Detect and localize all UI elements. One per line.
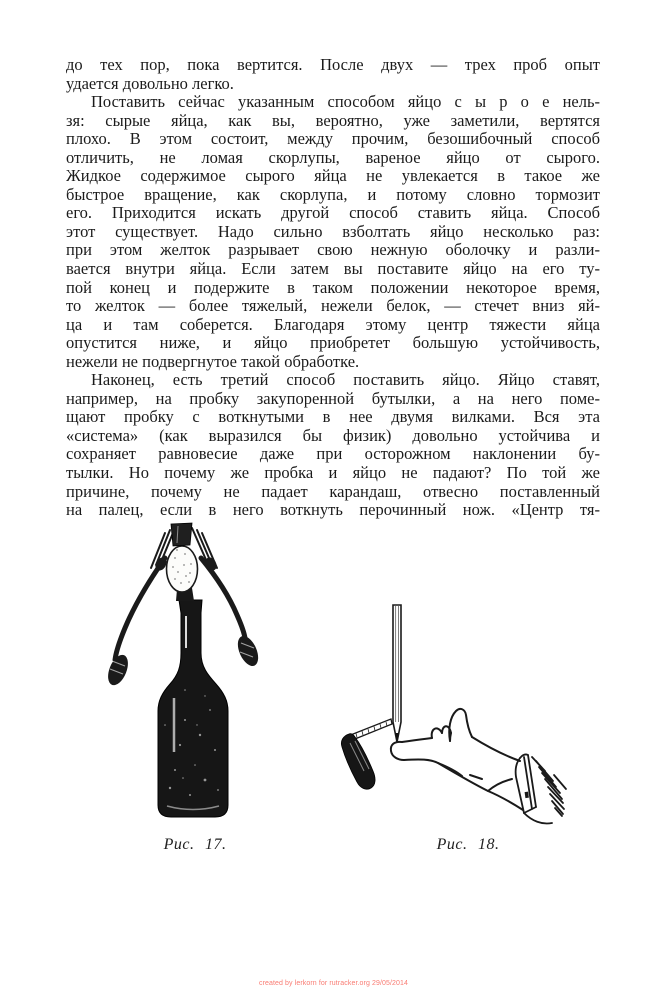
text-line: до тех пор, пока вертится. После двух — трех проб опыт: [66, 55, 600, 74]
figure-17-bottle-egg-forks-illustration: [85, 520, 305, 825]
text-line: на палец, если в него воткнуть перочинный нож. «Центр тя-: [66, 500, 600, 520]
text-line: ца и там соберется. Благодаря этому центр тяжести яйца: [66, 314, 600, 334]
text-line: например, на пробку закупоренной бутылки, а на него поме-: [66, 388, 600, 408]
watermark-text: created by lerkorn for rutracker.org 29/05/2014: [258, 980, 409, 987]
text-line: при этом желток разрывает свою нежную оболочку и разли-: [66, 240, 600, 260]
text-line: вается внутри яйца. Если затем вы поставите яйцо на его ту-: [66, 259, 600, 279]
text-line: удается довольно легко.: [66, 73, 234, 93]
body-text-block: [66, 56, 600, 520]
text-line: Наконец, есть третий способ поставить яйцо. Яйцо ставят,: [91, 370, 600, 390]
text-line: то желток — более тяжелый, нежели белок, — стечет вниз яй-: [66, 296, 600, 316]
text-line: этот существует. Надо сильно взболтать яйцо несколько раз:: [66, 221, 600, 241]
text-line: «система» (как выразился бы физик) довольно устойчива и: [66, 425, 600, 445]
text-line: плохо. В этом состоит, между прочим, безошибочный способ: [66, 129, 600, 149]
figure-18-pencil-knife-hand-illustration: [320, 595, 570, 835]
text-line: быстрое вращение, как скорлупа, и потому словно тормозит: [66, 184, 600, 204]
text-line: его. Приходится искать другой способ ставить яйца. Способ: [66, 203, 600, 223]
text-line: Поставить сейчас указанным способом яйцо с ы р о е нель-: [91, 92, 600, 112]
figure-18-caption: Рис. 18.: [436, 836, 500, 853]
text-line: зя: сырые яйца, как вы, вероятно, уже заметили, вертятся: [66, 110, 600, 130]
text-line: Жидкое содержимое сырого яйца не увлекается в такое же: [66, 166, 600, 186]
text-line: отличить, не ломая скорлупы, вареное яйцо от сырого.: [66, 147, 600, 167]
text-line: пой конец и подержите в таком положении некоторое время,: [66, 277, 600, 297]
text-line: нежели не подвергнутое такой обработке.: [66, 351, 360, 371]
text-line: опустится ниже, и яйцо приобретет большую устойчивость,: [66, 333, 600, 353]
text-line: тылки. Но почему же пробка и яйцо не падают? По той же: [66, 463, 600, 483]
text-line: сохраняет равновесие даже при осторожном наклонении бу-: [66, 444, 600, 464]
text-line: причине, почему не падает карандаш, отвесно поставленный: [66, 481, 600, 501]
text-line: щают пробку с воткнутыми в нее двумя вилками. Вся эта: [66, 407, 600, 427]
figure-17-caption: Рис. 17.: [163, 836, 227, 853]
